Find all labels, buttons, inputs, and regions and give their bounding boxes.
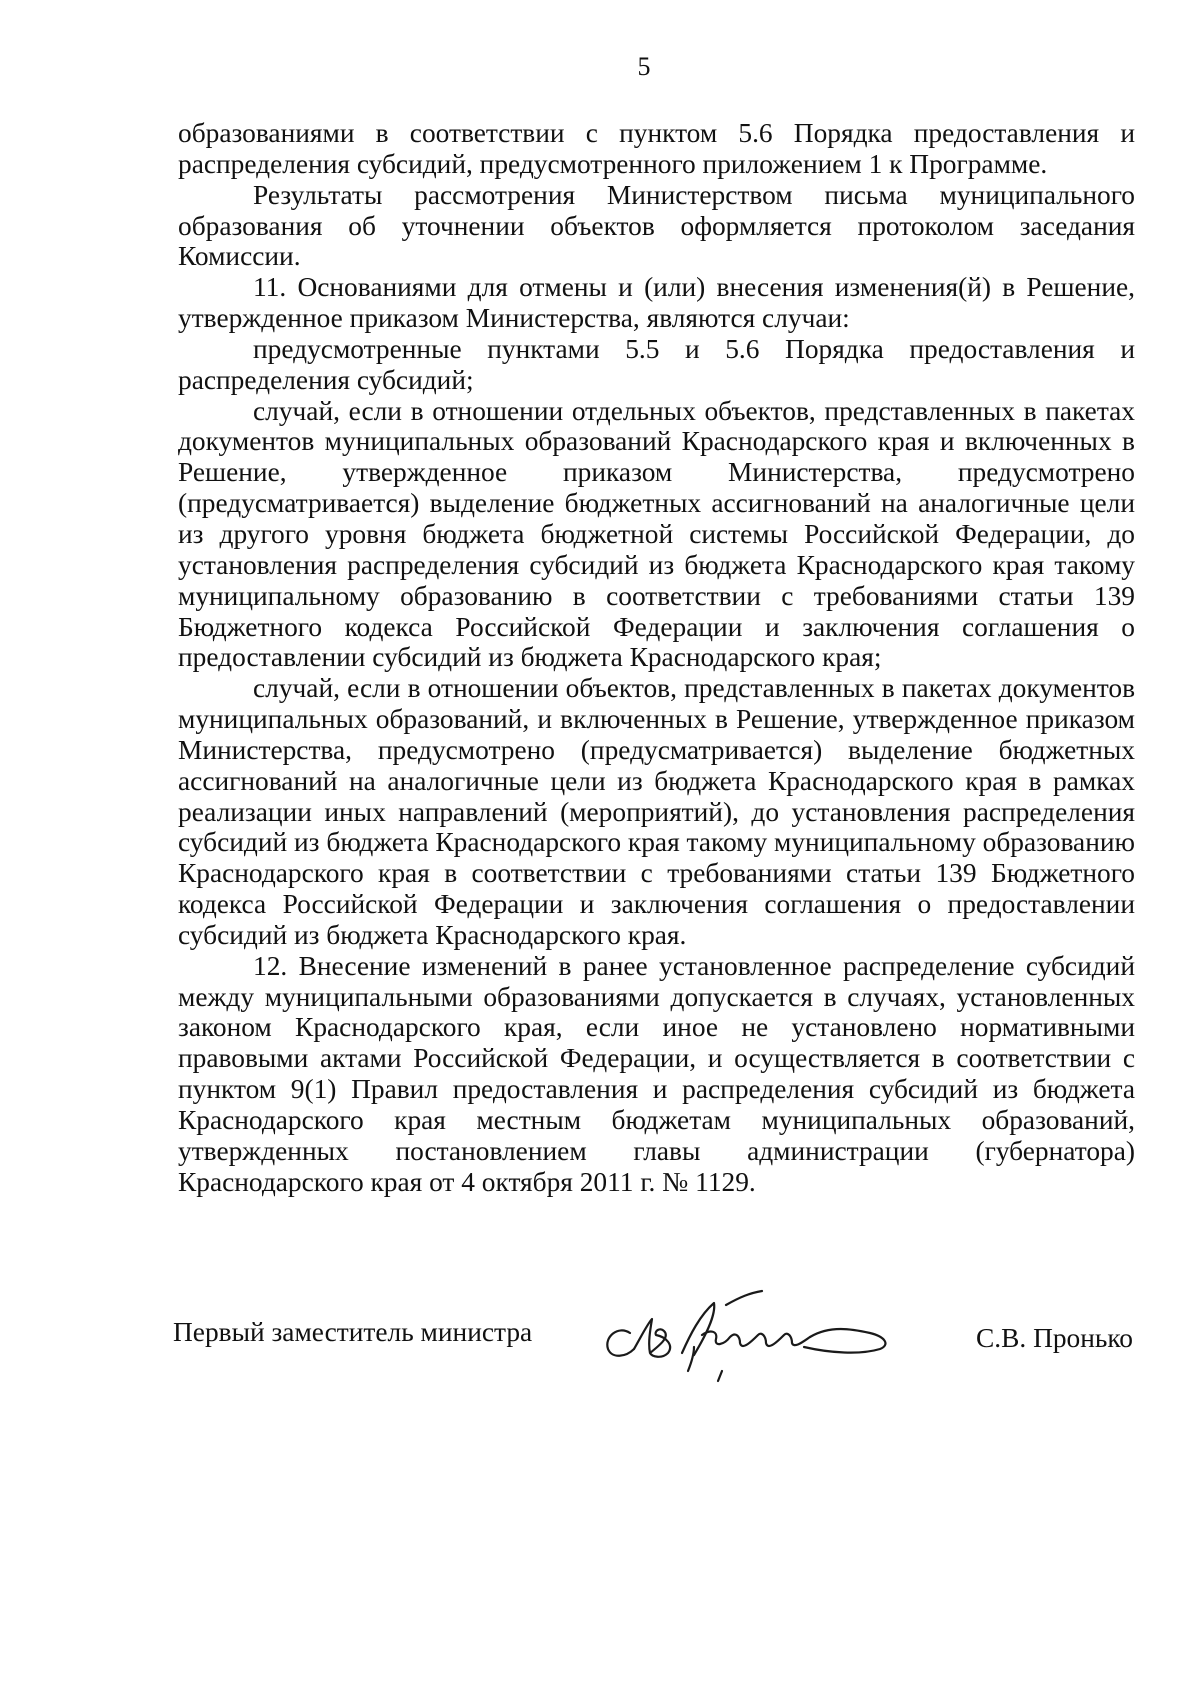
paragraph: 12. Внесение изменений в ранее установленное распределение субсидий между муниципальными образованиями допускается в случаях, установленных законом Краснодарского края, если иное не установлено нормативными правовыми актами Российской Федерации, и осуществляется в соответствии с пунктом 9(1) Правил предоставления и распределения субсидий из бюджета Краснодарского края местным бюджетам муниципальных образований, утвержденных постановлением главы администрации (губернатора) Краснодарского края от 4 октября 2011 г. № 1129.	[178, 950, 1135, 1197]
paragraph: предусмотренные пунктами 5.5 и 5.6 Порядка предоставления и распределения субсидий;	[178, 333, 1135, 395]
paragraph: Результаты рассмотрения Министерством письма муниципального образования об уточнении объектов оформляется протоколом заседания Комиссии.	[178, 179, 1135, 272]
signature-icon	[590, 1275, 920, 1385]
paragraph: случай, если в отношении объектов, представленных в пакетах документов муниципальных образований, и включенных в Решение, утвержденное приказом Министерства, предусмотрено (предусматривается) выделение бюджетных ассигнований на аналогичные цели из бюджета Краснодарского края в рамках реализации иных направлений (мероприятий), до установления распределения субсидий из бюджета Краснодарского края такому муниципальному образованию Краснодарского края в соответствии с требованиями статьи 139 Бюджетного кодекса Российской Федерации и заключения соглашения о предоставлении субсидий из бюджета Краснодарского края.	[178, 673, 1135, 950]
page-number: 5	[637, 52, 651, 81]
signatory-title: Первый заместитель министра	[173, 1317, 533, 1347]
paragraph: случай, если в отношении отдельных объектов, представленных в пакетах документов муниципальных образований Краснодарского края и включенных в Решение, утвержденное приказом Министерства, предусмотрено (предусматривается) выделение бюджетных ассигнований на аналогичные цели из другого уровня бюджета бюджетной системы Российской Федерации, до установления распределения субсидий из бюджета Краснодарского края такому муниципальному образованию в соответствии с требованиями статьи 139 Бюджетного кодекса Российской Федерации и заключения соглашения о предоставлении субсидий из бюджета Краснодарского края;	[178, 395, 1135, 673]
paragraph: 11. Основаниями для отмены и (или) внесения изменения(й) в Решение, утвержденное приказом Министерства, являются случаи:	[178, 272, 1135, 334]
signature-block	[173, 1275, 1133, 1385]
signatory-name: С.В. Пронько	[975, 1323, 1133, 1353]
paragraph: образованиями в соответствии с пунктом 5.6 Порядка предоставления и распределения субсидий, предусмотренного приложением 1 к Программе.	[178, 118, 1135, 179]
document-body	[178, 118, 1135, 1198]
